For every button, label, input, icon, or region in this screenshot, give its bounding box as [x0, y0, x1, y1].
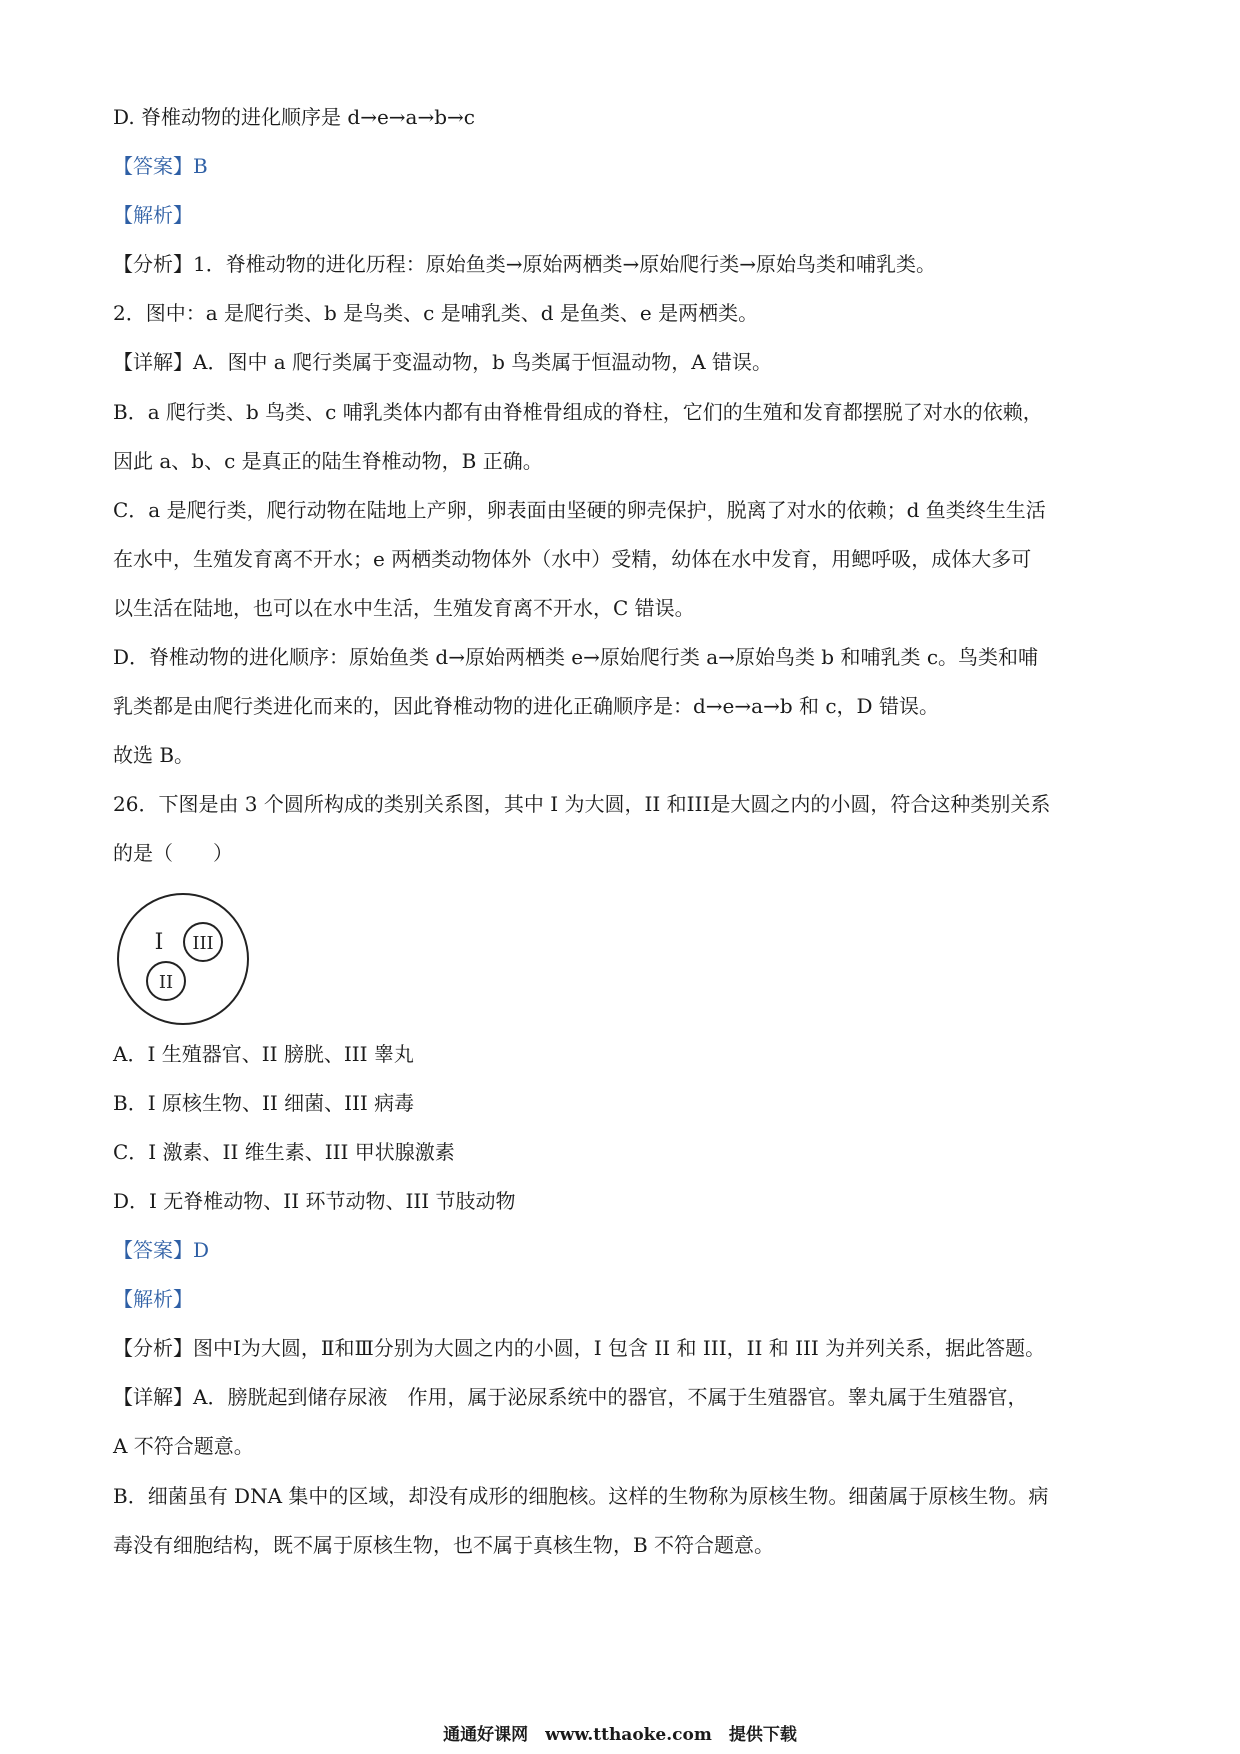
option-d: D．I 无脊椎动物、II 环节动物、III 节肢动物: [113, 1189, 516, 1213]
detail-line-q26-a1: 【详解】A．膀胱起到储存尿液 作用，属于泌尿系统中的器官，不属于生殖器官。睾丸属于生殖器官，: [113, 1385, 1028, 1409]
detail-line-d2: 乳类都是由爬行类进化而来的，因此脊椎动物的进化正确顺序是：d→e→a→b 和 c，D 错误。: [113, 694, 939, 718]
detail-line-c2: 在水中，生殖发育离不开水；e 两栖类动物体外（水中）受精，幼体在水中发育，用鳃呼吸，成体大多可: [113, 547, 1032, 571]
analysis-line-q26: 【分析】图中Ⅰ为大圆，Ⅱ和Ⅲ分别为大圆之内的小圆，I 包含 II 和 III，II 和 III 为并列关系，据此答题。: [113, 1336, 1046, 1360]
big-circle: [118, 894, 248, 1024]
analysis-line-1: 【分析】1．脊椎动物的进化历程：原始鱼类→原始两栖类→原始爬行类→原始鸟类和哺乳类。: [113, 252, 936, 276]
answer-label-2: 【答案】D: [113, 1238, 210, 1262]
big-circle-label: I: [154, 930, 164, 955]
question-26-line-1: 26．下图是由 3 个圆所构成的类别关系图，其中 I 为大圆，II 和III是大圆之内的小圆，符合这种类别关系: [113, 792, 1051, 816]
question-26-line-2: 的是（ ）: [113, 841, 233, 865]
detail-line-c3: 以生活在陆地，也可以在水中生活，生殖发育离不开水，C 错误。: [113, 596, 695, 620]
detail-line-d1: D．脊椎动物的进化顺序：原始鱼类 d→原始两栖类 e→原始爬行类 a→原始鸟类 b 和哺乳类 c。鸟类和哺: [113, 645, 1039, 669]
option-c: C．I 激素、II 维生素、III 甲状腺激素: [113, 1140, 455, 1164]
small-circle-ii-label: II: [158, 972, 174, 993]
page-footer: 通通好课网 www.tthaoke.com 提供下载: [443, 1725, 797, 1745]
analysis-line-2: 2．图中：a 是爬行类、b 是鸟类、c 是哺乳类、d 是鱼类、e 是两栖类。: [113, 301, 759, 325]
analysis-heading-2: 【解析】: [113, 1287, 193, 1311]
detail-line-c1: C．a 是爬行类，爬行动物在陆地上产卵，卵表面由坚硬的卵壳保护，脱离了对水的依赖；d 鱼类终生生活: [113, 498, 1046, 522]
detail-line-q26-b1: B．细菌虽有 DNA 集中的区域，却没有成形的细胞核。这样的生物称为原核生物。细菌属于原核生物。病: [113, 1484, 1049, 1508]
option-b: B．I 原核生物、II 细菌、III 病毒: [113, 1091, 415, 1115]
detail-line-q26-b2: 毒没有细胞结构，既不属于原核生物，也不属于真核生物，B 不符合题意。: [113, 1533, 775, 1557]
option-d-line: D. 脊椎动物的进化顺序是 d→e→a→b→c: [113, 105, 475, 129]
analysis-heading: 【解析】: [113, 203, 193, 227]
circle-relationship-diagram: [113, 889, 253, 1029]
detail-line-q26-a2: A 不符合题意。: [113, 1434, 254, 1458]
detail-line-b2: 因此 a、b、c 是真正的陆生脊椎动物，B 正确。: [113, 449, 543, 473]
detail-line-a: 【详解】A．图中 a 爬行类属于变温动物，b 鸟类属于恒温动物，A 错误。: [113, 350, 773, 374]
answer-label: 【答案】B: [113, 154, 208, 178]
detail-line-b1: B．a 爬行类、b 鸟类、c 哺乳类体内都有由脊椎骨组成的脊柱，它们的生殖和发育都摆脱了对水的依赖，: [113, 400, 1043, 424]
option-a: A．I 生殖器官、II 膀胱、III 睾丸: [113, 1042, 414, 1066]
conclusion-line: 故选 B。: [113, 743, 195, 767]
small-circle-iii-label: III: [192, 933, 214, 954]
